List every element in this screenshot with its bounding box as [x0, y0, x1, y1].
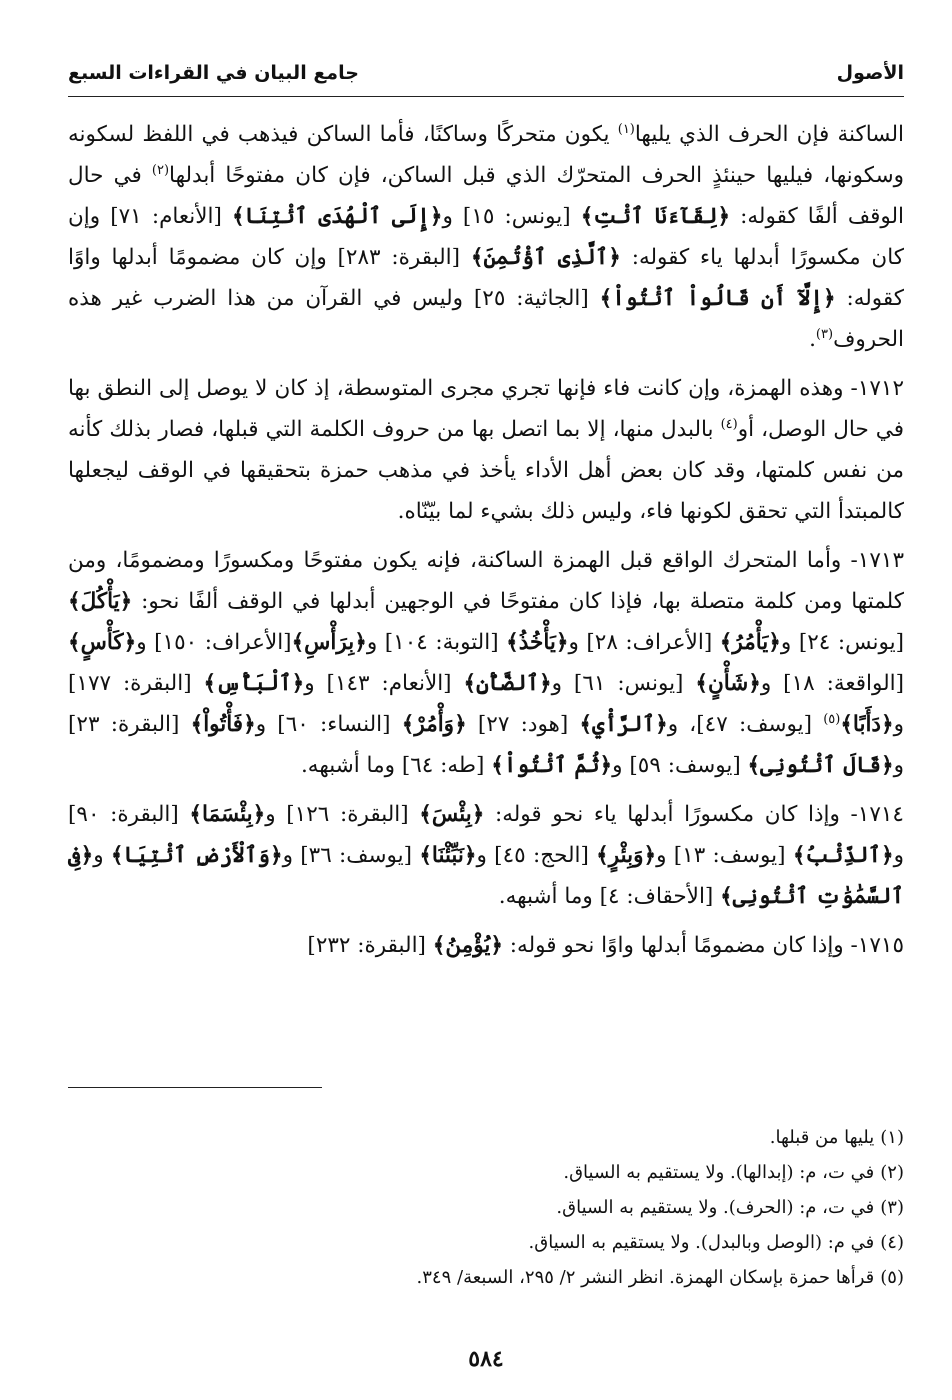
paragraph-1715	[68, 925, 904, 966]
quran-quote: ﴿بِرَأْسِ﴾	[291, 630, 367, 655]
text-run: [البقرة: ٩٠] و	[68, 802, 904, 868]
quran-quote: ﴿يُؤْمِنُ﴾	[432, 933, 503, 958]
quran-quote: ﴿ثُمَّ ٱئْتُواْ﴾	[491, 753, 613, 778]
footnote-text: في م: (الوصل وبالبدل). ولا يستقيم به السياق.	[528, 1232, 875, 1253]
text-run: [يوسف: ٥٩] و	[612, 753, 748, 778]
quran-quote: ﴿إِلَى ٱلْهُدَى ٱئْتِنَا﴾	[232, 204, 443, 229]
text-run: [طه: ٦٤] وما أشبهه.	[300, 753, 492, 778]
text-run: [يوسف: ٣٦] و	[282, 843, 420, 868]
quran-quote: ﴿وَبِئْرٍ﴾	[596, 843, 657, 868]
book-title: جامع البيان في القراءات السبع	[68, 62, 359, 84]
footnote-number: (٥)	[880, 1267, 904, 1288]
text-run: ١٧١٢- وهذه الهمزة، وإن كانت فاء فإنها تجري مجرى المتوسطة، إذ كان لا يوصل إلى النطق بها في حال الوصل، أو	[68, 376, 904, 442]
text-run: [يونس: ٦١] و	[551, 671, 696, 696]
footnote-ref: (٣)	[815, 326, 834, 342]
main-text	[68, 114, 904, 974]
text-run: و	[93, 843, 111, 868]
section-title: الأصول	[836, 62, 904, 84]
paragraph-1712	[68, 368, 904, 532]
footnote-ref: (١)	[617, 121, 635, 137]
quran-quote: ﴿ٱلرَّأْيِ﴾	[579, 712, 668, 737]
footnote-number: (٤)	[880, 1232, 904, 1253]
footnote	[68, 1260, 904, 1295]
paragraph-1714	[68, 794, 904, 917]
quran-quote: ﴿يَأْمُرُ﴾	[719, 630, 781, 655]
paragraph-1713	[68, 540, 904, 786]
footnote-text: يليها من قبلها.	[769, 1127, 875, 1148]
page-number: ٥٨٤	[468, 1346, 504, 1372]
text-run: [يونس: ١٥] و	[442, 204, 581, 229]
paragraph-intro	[68, 114, 904, 360]
quran-quote: ﴿شَأْنٍ﴾	[695, 671, 761, 696]
quran-quote: ﴿وَٱلْأَرْضِ ٱئْتِيَا﴾	[110, 843, 283, 868]
footnote	[68, 1225, 904, 1260]
quran-quote: ﴿يَأْخُذُ﴾	[506, 630, 569, 655]
footnote-number: (٣)	[880, 1197, 904, 1218]
text-run: الساكنة فإن الحرف الذي يليها	[634, 122, 904, 147]
quran-quote: ﴿كَأْسٍ﴾	[68, 630, 137, 655]
footnote-text: في ت، م: (إبدالها). ولا يستقيم به السياق.	[563, 1162, 875, 1183]
text-run: ١٧١٥- وإذا كان مضمومًا أبدلها واوًا نحو قوله:	[502, 933, 904, 958]
quran-quote: ﴿بِئْسَمَا﴾	[189, 802, 266, 827]
text-run: [البقرة: ١٧٧] و	[68, 671, 904, 737]
text-run: [هود: ٢٧]	[466, 712, 580, 737]
footnote-ref: (٥)	[823, 711, 841, 727]
text-run: [البقرة: ٢٨٣] وإن كان مضمومًا أبدلها واوًا كقوله:	[68, 245, 904, 311]
quran-quote: ﴿بِئْسَ﴾	[419, 802, 485, 827]
quran-quote: ﴿ٱلضَّأْنِ﴾	[463, 671, 552, 696]
quran-quote: ﴿ٱلذِّئْبُ﴾	[792, 843, 894, 868]
text-run: [الجاثية: ٢٥] وليس في القرآن من هذا الضرب غير هذه الحروف	[68, 286, 904, 352]
text-run: [الأنعام: ١٤٣] و	[304, 671, 464, 696]
quran-quote: ﴿إِلَّآ أَن قَالُواْ ٱئْتُواْ﴾	[599, 286, 836, 311]
text-run: [الأعراف: ١٥٠] و	[136, 630, 292, 655]
text-run: [يوسف: ١٣] و	[656, 843, 793, 868]
running-header	[68, 58, 904, 92]
text-run: .	[809, 327, 816, 352]
footnote-ref: (٢)	[151, 162, 170, 178]
text-run: [الأنعام: ٧١] وإن كان مكسورًا أبدلها ياء كقوله:	[68, 204, 904, 270]
quran-quote: ﴿فَأْتُواْ﴾	[190, 712, 256, 737]
quran-quote: ﴿يَأْكُلَ﴾	[68, 589, 133, 614]
text-run: [الواقعة: ١٨] و	[760, 671, 904, 696]
footnote	[68, 1155, 904, 1190]
quran-quote: ﴿وَأْمُرْ﴾	[401, 712, 467, 737]
text-run: [النساء: ٦٠] و	[255, 712, 402, 737]
header-divider	[68, 96, 904, 97]
quran-quote: ﴿فِى ٱلسَّمَٰوَٰتِ ٱئْتُونِى﴾	[68, 843, 904, 909]
footnote-divider	[68, 1087, 322, 1088]
quran-quote: ﴿ٱلْبَأْسِ﴾	[203, 671, 305, 696]
text-run: [البقرة: ٢٣] و	[68, 712, 904, 778]
text-run: في حال الوقف ألفًا كقوله:	[68, 163, 904, 229]
quran-quote: ﴿لِقَآءَنَا ٱئْتِ﴾	[580, 204, 731, 229]
footnote-text: في ت، م: (الحرف). ولا يستقيم به السياق.	[556, 1197, 875, 1218]
footnote-number: (١)	[880, 1127, 904, 1148]
text-run: [الأعراف: ٢٨] و	[568, 630, 720, 655]
text-run: يكون متحركًا وساكنًا، فأما الساكن فيذهب في اللفظ لسكونه وسكونها، فيليها حينئذٍ الحرف المتحرّك الذي قبل الساكن، فإن كان مفتوحًا أبدلها	[68, 122, 904, 188]
text-run: [البقرة: ٢٣٢]	[307, 933, 433, 958]
footnotes	[68, 1120, 904, 1295]
footnote-number: (٢)	[880, 1162, 904, 1183]
book-page	[68, 52, 904, 1372]
text-run: [يوسف: ٤٧]، و	[667, 712, 824, 737]
text-run: [الحج: ٤٥] و	[476, 843, 597, 868]
quran-quote: ﴿دَأَبًا﴾	[840, 712, 894, 737]
text-run: [التوبة: ١٠٤] و	[366, 630, 507, 655]
footnote	[68, 1120, 904, 1155]
quran-quote: ﴿ٱلَّذِى ٱؤْتُمِنَ﴾	[470, 245, 621, 270]
text-run: ١٧١٣- وأما المتحرك الواقع قبل الهمزة الساكنة، فإنه يكون مفتوحًا ومكسورًا ومضمومًا، ومن كلمتها ومن كلمة متصلة بها، فإذا كان مفتوحًا في الوجهين أبدلها في الوقف ألفًا نحو:	[68, 548, 904, 614]
footnote-text: قرأها حمزة بإسكان الهمزة. انظر النشر ٢/ ٢٩٥، السبعة/ ٣٤٩.	[416, 1267, 875, 1288]
footnote	[68, 1190, 904, 1225]
text-run: [الأحقاف: ٤] وما أشبهه.	[498, 884, 721, 909]
text-run: ١٧١٤- وإذا كان مكسورًا أبدلها ياء نحو قوله:	[484, 802, 904, 827]
quran-quote: ﴿نَبِّئْنَا﴾	[419, 843, 477, 868]
footnote-ref: (٤)	[720, 416, 738, 432]
text-run: بالبدل منها، إلا بما اتصل بها من حروف الكلمة التي قبلها، فصار بذلك كأنه من نفس كلمتها، وقد كان بعض أهل الأداء يأخذ في مذهب حمزة بتحقيقها في الوقف ليجعلها كالمبتدأ التي تحقق لكونها فاء، وليس ذلك بشيء لما بيّنّاه.	[68, 417, 904, 524]
text-run: [البقرة: ١٢٦] و	[265, 802, 420, 827]
text-run: [يونس: ٢٤] و	[780, 630, 904, 655]
quran-quote: ﴿قَالَ ٱئْتُونِى﴾	[747, 753, 894, 778]
